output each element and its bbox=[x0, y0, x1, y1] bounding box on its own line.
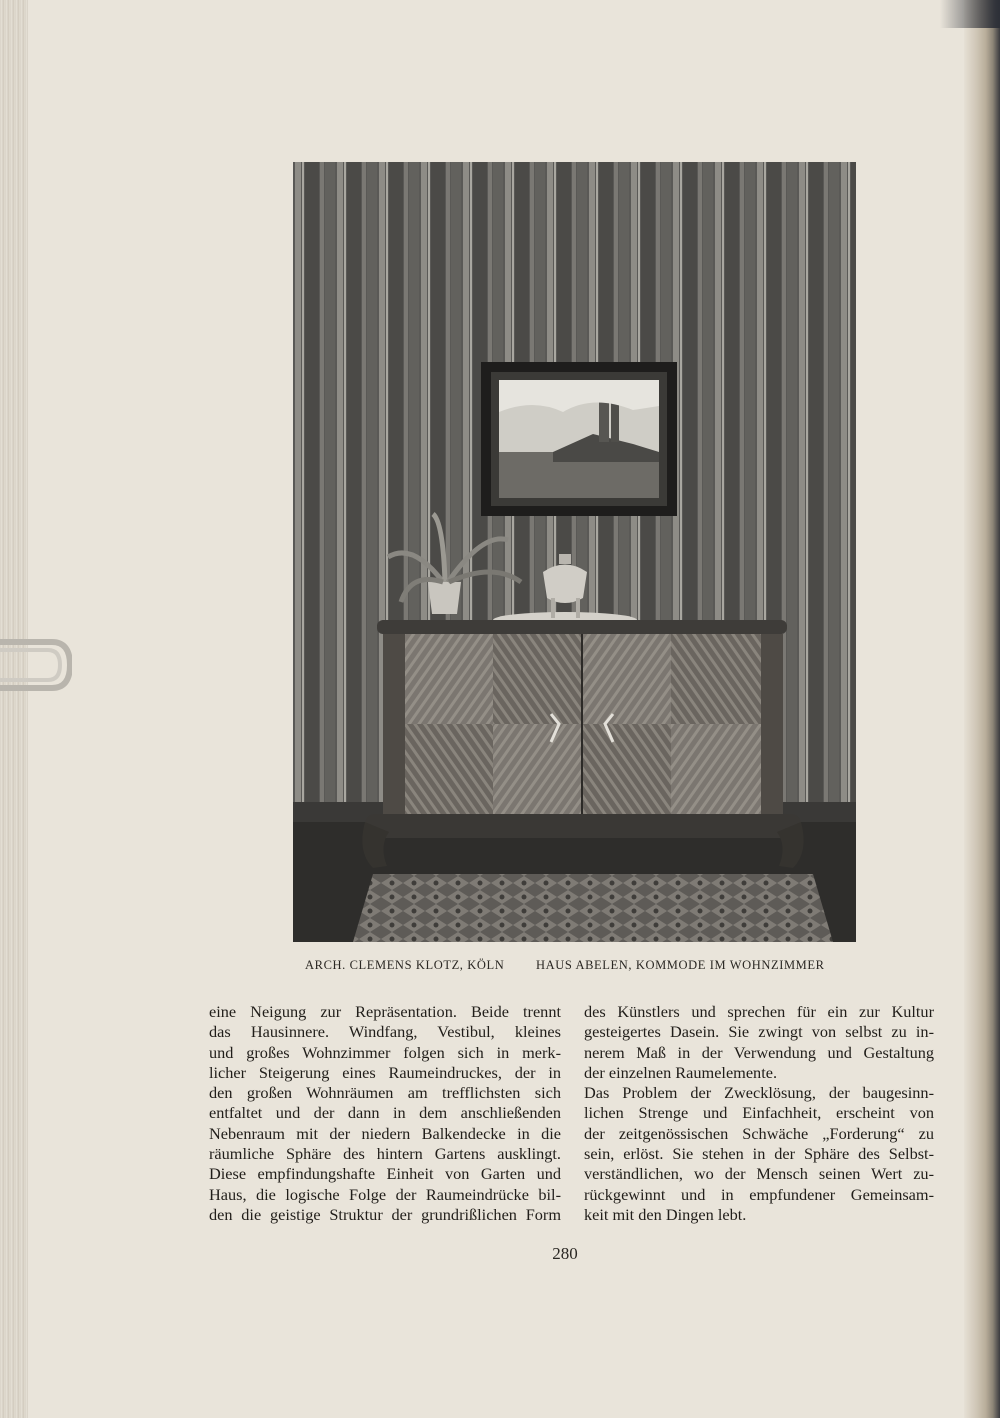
paper-clip bbox=[0, 636, 72, 694]
text-line: den großen Wohnräumen am trefflichsten sich bbox=[209, 1083, 561, 1103]
caption-title: HAUS ABELEN, KOMMODE IM WOHNZIMMER bbox=[536, 958, 825, 972]
text-line: nerem Maß in der Verwendung und Gestaltung bbox=[584, 1042, 934, 1062]
text-line: den die geistige Struktur der grundrißlichen Form bbox=[209, 1204, 561, 1224]
text-line: verständlichen, wo der Mensch seinen Wert zu- bbox=[584, 1164, 934, 1184]
photograph-sideboard bbox=[293, 162, 856, 942]
text-line: rückgewinnt und in empfundener Gemeinsam- bbox=[584, 1184, 934, 1204]
text-line: Das Problem der Zwecklösung, der baugesinn- bbox=[584, 1083, 934, 1103]
text-line: und großes Wohnzimmer folgen sich in merk- bbox=[209, 1042, 561, 1062]
text-line: das Hausinnere. Windfang, Vestibul, kleines bbox=[209, 1022, 561, 1042]
text-line: eine Neigung zur Repräsentation. Beide trennt bbox=[209, 1002, 561, 1021]
text-line: lichen Strenge und Einfachheit, erscheint von bbox=[584, 1103, 934, 1123]
text-line: gesteigertes Dasein. Sie zwingt von selbst zu in- bbox=[584, 1022, 934, 1042]
caption-architect: ARCH. CLEMENS KLOTZ, KÖLN bbox=[305, 958, 505, 972]
text-line: der einzelnen Raumelemente. bbox=[584, 1062, 778, 1082]
text-line: des Künstlers und sprechen für ein zur Kultur bbox=[584, 1002, 934, 1021]
page-stack-edges bbox=[0, 0, 28, 1418]
text-column-right bbox=[584, 1002, 934, 1225]
text-line: Haus, die logische Folge der Raumeindrücke bil- bbox=[209, 1184, 561, 1204]
text-line: Diese empfindungshafte Einheit von Garten und bbox=[209, 1164, 561, 1184]
text-line: der zeitgenössischen Schwäche „Forderung“ zu bbox=[584, 1123, 934, 1143]
text-line: räumliche Sphäre des hintern Gartens ausklingt. bbox=[209, 1144, 561, 1164]
text-line: entfaltet und der dann in dem anschließenden bbox=[209, 1103, 561, 1123]
text-line: keit mit den Dingen lebt. bbox=[584, 1204, 747, 1224]
text-line: licher Steigerung eines Raumeindruckes, der in bbox=[209, 1062, 561, 1082]
page-number: 280 bbox=[552, 1244, 578, 1263]
text-column-left bbox=[209, 1002, 561, 1225]
text-line: sein, erlöst. Sie stehen in der Sphäre des Selbst- bbox=[584, 1144, 934, 1164]
book-gutter bbox=[964, 0, 1000, 1418]
text-line: Nebenraum mit der niedern Balkendecke in die bbox=[209, 1123, 561, 1143]
scan-background bbox=[940, 0, 1000, 28]
